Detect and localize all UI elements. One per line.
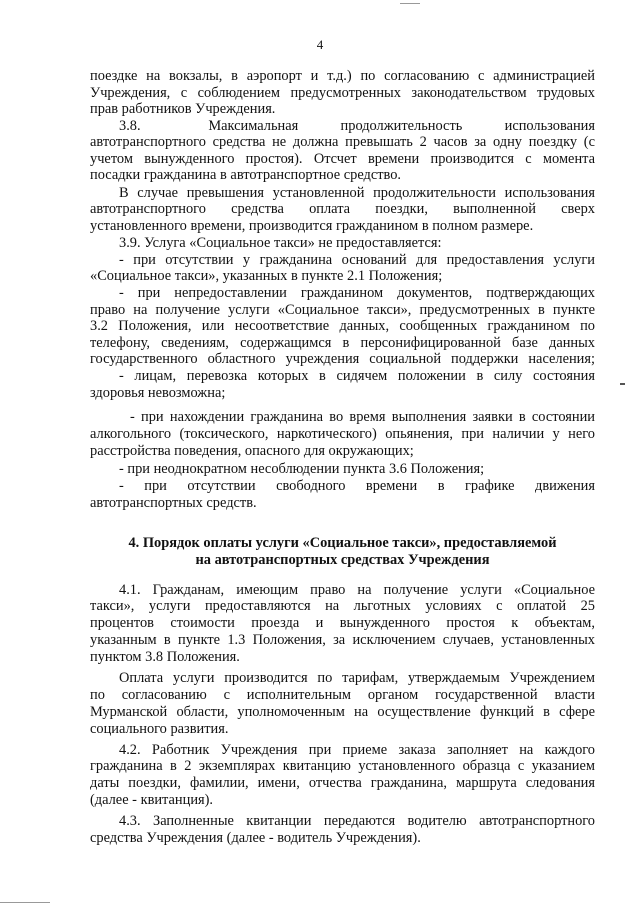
scan-artifact [400,3,420,4]
text-line: телефону, сведениям, содержащимся в персонифицированной базе данных [90,335,595,351]
text-line: «Социальное такси», указанных в пункте 2.1 Положения; [90,268,443,284]
text-line: государственного областного учреждения социальной поддержки населения; [90,351,595,367]
text-line: 3.9. Услуга «Социальное такси» не предоставляется: [119,235,442,251]
text-line: Мурманской области, уполномоченным на осуществление функций в сфере [90,704,595,720]
text-line: процентов стоимости проезда и вынужденного простоя к объектам, [90,615,595,631]
text-line: право на получение услуги «Социальное такси», предусмотренных в пункте [90,302,595,318]
text-line: 4.2. Работник Учреждения при приеме заказа заполняет на каждого [119,742,595,758]
text-line: автотранспортных средств. [90,495,257,511]
text-line: 3.2 Положения, или несоответствие данных, сообщенных гражданином по [90,318,595,334]
text-line: автотранспортного средства не должна превышать 2 часов за одну поездку (с [90,134,595,150]
scan-artifact [0,902,50,903]
text-line: по согласованию с исполнительным органом государственной власти [90,687,595,703]
list-item-line: - при отсутствии свободного времени в графике движения [119,478,595,494]
text-line: алкогольного (токсического, наркотического) опьянения, при наличии у него [90,426,595,442]
text-line: автотранспортного средства оплата поездки, выполненной сверх [90,201,595,217]
text-line: (далее - квитанция). [90,792,214,808]
text-line: Учреждения, с соблюдением предусмотренных законодательством трудовых [90,85,595,101]
list-item-line: - при отсутствии у гражданина оснований для предоставления услуги [119,252,595,268]
page-number: 4 [316,37,324,52]
section-heading: на автотранспортных средствах Учреждения [195,552,490,568]
paragraph-heading-line: 3.8. Максимальная продолжительность использования [119,118,595,134]
text-line: такси», услуги предоставляются на льготных условиях с оплатой 25 [90,598,595,614]
text-line: учетом вынужденного простоя). Отсчет времени производится с момента [90,151,595,167]
text-line: В случае превышения установленной продолжительности использования [119,185,595,201]
list-item-line: - лицам, перевозка которых в сидячем положении в силу состояния [119,368,595,384]
text-line: расстройства поведения, опасного для окружающих; [90,443,414,459]
text-line: посадки гражданина в автотранспортное средство. [90,167,402,183]
list-item-line: - при неоднократном несоблюдении пункта 3.6 Положения; [119,461,485,477]
text-line: Оплата услуги производится по тарифам, утверждаемым Учреждением [119,670,595,686]
text-line: социального развития. [90,721,229,737]
text-line: 4.3. Заполненные квитанции передаются водителю автотранспортного [119,813,595,829]
text-line: 4.1. Гражданам, имеющим право на получение услуги «Социальное [119,582,595,598]
scan-speck [620,383,625,385]
text-line: здоровья невозможна; [90,385,226,401]
text-line: указанным в пункте 1.3 Положения, за исключением случаев, установленных [90,632,595,648]
text-line: гражданина в 2 экземплярах квитанцию установленного образца с указанием [90,758,595,774]
text-line: установленного времени, производится гражданином в полном размере. [90,218,534,234]
text-line: прав работников Учреждения. [90,101,276,117]
text-line: пунктом 3.8 Положения. [90,649,240,665]
text-line: поездке на вокзалы, в аэропорт и т.д.) по согласованию с администрацией [90,68,595,84]
list-item-line: - при нахождении гражданина во время выполнения заявки в состоянии [130,409,595,425]
section-heading: 4. Порядок оплаты услуги «Социальное такси», предоставляемой [128,535,557,551]
list-item-line: - при непредоставлении гражданином документов, подтверждающих [119,285,595,301]
text-line: даты поездки, фамилии, имени, отчества гражданина, маршрута следования [90,775,595,791]
text-line: средства Учреждения (далее - водитель Учреждения). [90,830,421,846]
